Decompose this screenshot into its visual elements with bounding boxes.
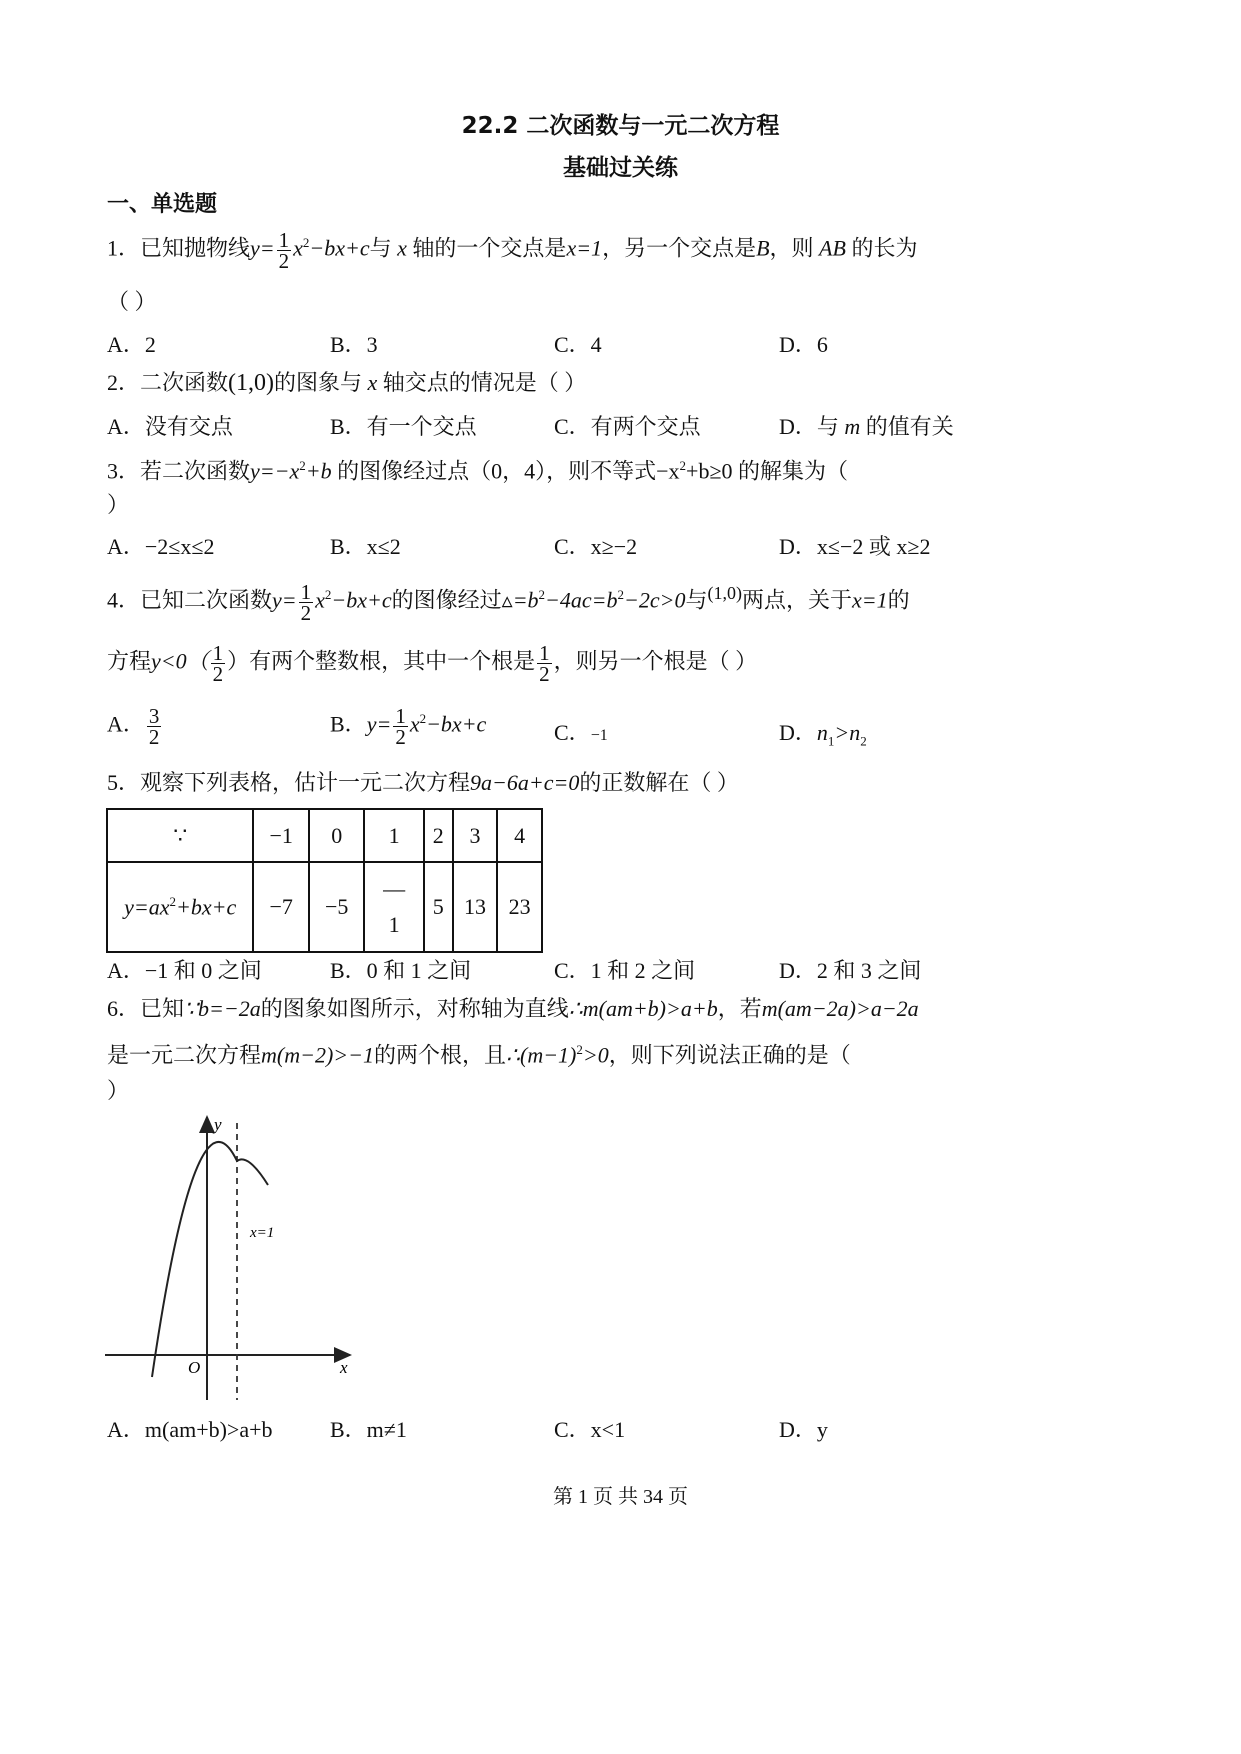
table-cell: — 1 [364, 862, 423, 952]
table-cell: 13 [453, 862, 498, 952]
q5-option-a[interactable]: A．−1 和 0 之间 [107, 958, 262, 983]
table-cell: 0 [309, 809, 365, 862]
q4-option-c[interactable]: C．−1 [554, 720, 608, 745]
fraction: $\frac{1}{2}$ [212, 641, 224, 686]
table-cell: 2 [424, 809, 453, 862]
q1-option-b[interactable]: B．3 [330, 332, 378, 357]
question-1: 1．已知抛物线y= $\frac{1}{2}$ $x^2-bx+c$与 x 轴的一个交点是x=1，另一个交点是B，则 AB 的长为 [107, 227, 918, 273]
q4-option-a[interactable]: A． $\frac{3}{2}$ [107, 704, 160, 749]
page-footer: 第 1 页 共 34 页 [553, 1486, 688, 1508]
question-3-close-paren: ） [107, 492, 130, 517]
x-axis-label: x [340, 1358, 348, 1377]
table-cell: 4 [497, 809, 542, 862]
q5-option-d[interactable]: D．2 和 3 之间 [779, 958, 922, 983]
q4-option-b[interactable]: B．y= $\frac{1}{2}$ $x^2-bx+c$ [330, 704, 487, 749]
page-subtitle: 基础过关练 [563, 155, 678, 181]
q2-option-c[interactable]: C．有两个交点 [554, 414, 701, 439]
q3-option-a[interactable]: A．−2≤x≤2 [107, 534, 215, 559]
fraction: $\frac{1}{2}$ [300, 579, 312, 625]
q1-option-d[interactable]: D．6 [779, 332, 828, 357]
q2-option-d[interactable]: D．与 m 的值有关 [779, 414, 954, 439]
section-heading: 一、单选题 [107, 192, 218, 217]
question-5: 5．观察下列表格，估计一元二次方程9a−6a+c=0的正数解在（ ） [107, 770, 739, 795]
question-3: 3．若二次函数$y=-x^2+b$ 的图像经过点（0，4），则不等式$-x^2+b\ge 0$ 的解集为（ [107, 458, 849, 484]
symmetry-axis-label: x=1 [250, 1225, 275, 1241]
question-1-answer-paren: （ ） [107, 289, 157, 314]
table-head-cell: $y=ax^2+bx+c$ [107, 862, 253, 952]
fraction: $\frac{1}{2}$ [539, 641, 550, 686]
question-4: 4．已知二次函数y= $\frac{1}{2}$ $x^2-bx+c$的图像经过$▵=b^2-4ac=b^2-2c>0$与$^{(1,0)}$两点，关于x=1的 [107, 579, 910, 625]
question-6-line-2: 是一元二次方程m(m−2)>−1的两个根，且$\therefore(m-1)^2>0$，则下列说法正确的是（ [107, 1042, 851, 1068]
q3-option-b[interactable]: B．x≤2 [330, 534, 401, 559]
q3-option-d[interactable]: D．x≤−2 或 x≥2 [779, 534, 931, 559]
fraction: $\frac{1}{2}$ [278, 227, 290, 273]
q1-option-c[interactable]: C．4 [554, 332, 602, 357]
q6-option-c[interactable]: C．x<1 [554, 1417, 626, 1442]
table-cell: 3 [453, 809, 498, 862]
q1-option-a[interactable]: A．2 [107, 332, 156, 357]
table-cell: 1 [364, 809, 423, 862]
table-cell: −1 [253, 809, 309, 862]
values-table [106, 808, 543, 953]
q6-option-b[interactable]: B．m≠1 [330, 1417, 407, 1442]
q3-option-c[interactable]: C．x≥−2 [554, 534, 638, 559]
table-head-cell: ∵ [107, 809, 253, 862]
table-cell: −7 [253, 862, 309, 952]
question-6: 6．已知∵b=−2a的图象如图所示，对称轴为直线∴m(am+b)>a+b，若m(am−2a)>a−2a [107, 996, 919, 1021]
q6-option-d[interactable]: D．y [779, 1417, 828, 1442]
origin-label: O [188, 1358, 201, 1377]
q4-option-d[interactable]: D．$n_1>n_2$ [779, 720, 867, 749]
q5-option-b[interactable]: B．0 和 1 之间 [330, 958, 472, 983]
parabola-curve [152, 1142, 268, 1377]
table-cell: 23 [497, 862, 542, 952]
question-6-close-paren: ） [107, 1078, 130, 1103]
q6-option-a[interactable]: A．m(am+b)>a+b [107, 1417, 273, 1442]
question-2: 2．二次函数(1,0)的图象与 x 轴交点的情况是（ ） [107, 370, 587, 396]
table-cell: 5 [424, 862, 453, 952]
question-4-line-2: 方程y<0（ $\frac{1}{2}$ ）有两个整数根，其中一个根是 $\frac{1}{2}$ ，则另一个根是（ ） [107, 641, 758, 686]
table-cell: −5 [309, 862, 365, 952]
page-title: 22.2 二次函数与一元二次方程 [461, 113, 780, 139]
parabola-graph [100, 1105, 370, 1405]
q5-option-c[interactable]: C．1 和 2 之间 [554, 958, 696, 983]
q2-option-b[interactable]: B．有一个交点 [330, 414, 477, 439]
q2-option-a[interactable]: A．没有交点 [107, 414, 233, 439]
y-axis-label: y [214, 1115, 222, 1134]
